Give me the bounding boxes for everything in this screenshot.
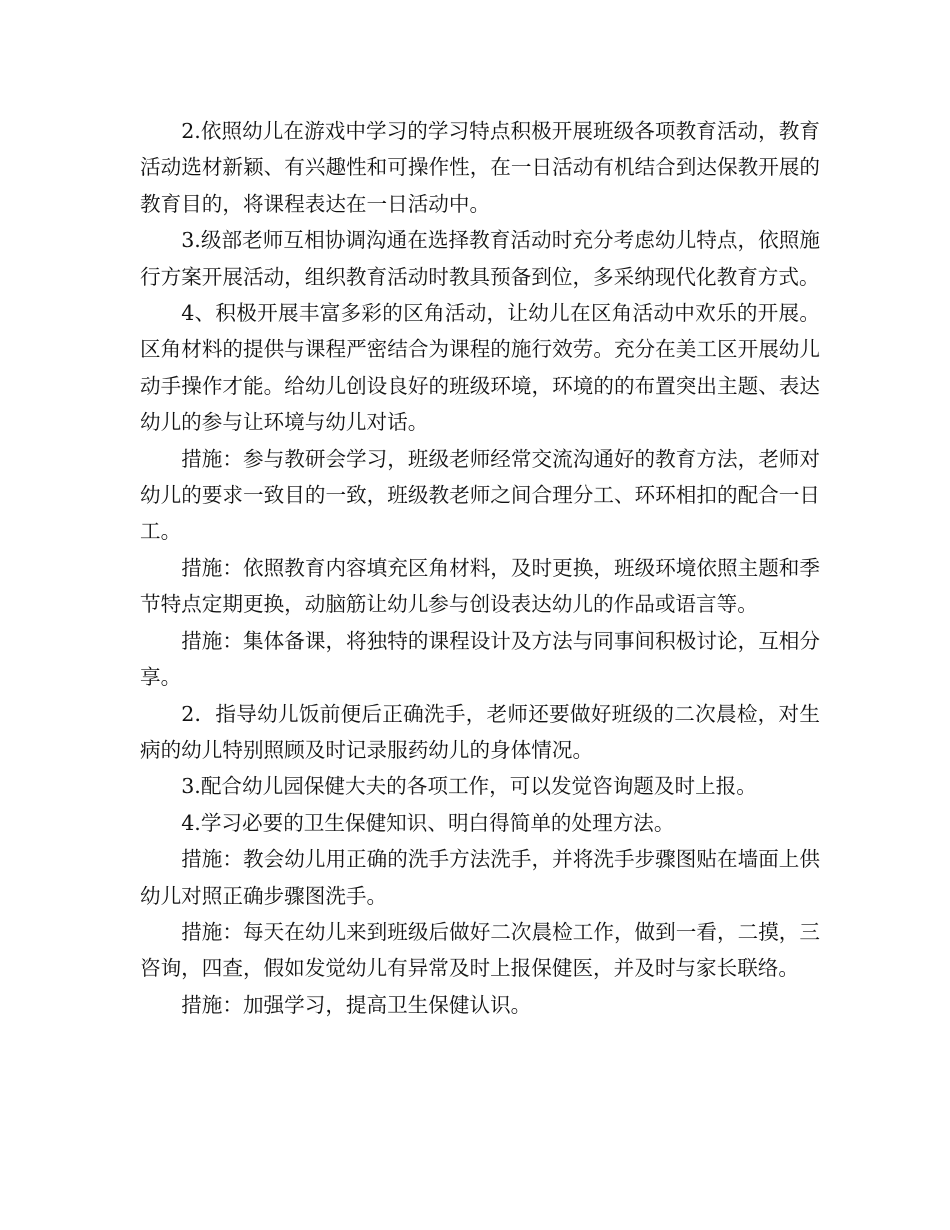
paragraph-measure-teaching-research: 措施：参与教研会学习，班级老师经常交流沟通好的教育方法，老师对幼儿的要求一致目的一致，班级教老师之间合理分工、环环相扣的配合一日工。 — [140, 446, 820, 544]
paragraph-measure-study: 措施：加强学习，提高卫生保健认识。 — [181, 992, 532, 1017]
paragraph-activity-planning: 2.依照幼儿在游戏中学习的学习特点积极开展班级各项教育活动，教育活动选材新颖、有兴趣性和可操作性，在一日活动有机结合到达保教开展的教育目的，将课程表达在一日活动中。 — [140, 119, 820, 216]
paragraph-health-knowledge: 4.学习必要的卫生保健知识、明白得简单的处理方法。 — [181, 810, 675, 835]
paragraph-teacher-coordination: 3.级部老师互相协调沟通在选择教育活动时充分考虑幼儿特点，依照施行方案开展活动，组织教育活动时教具预备到位，多采纳现代化教育方式。 — [140, 228, 820, 289]
document-body — [140, 113, 820, 1023]
paragraph-measure-handwashing: 措施：教会幼儿用正确的洗手方法洗手，并将洗手步骤图贴在墙面上供幼儿对照正确步骤图洗手。 — [140, 847, 820, 908]
paragraph-corner-activities: 4、积极开展丰富多彩的区角活动，让幼儿在区角活动中欢乐的开展。区角材料的提供与课程严密结合为课程的施行效劳。充分在美工区开展幼儿动手操作才能。给幼儿创设良好的班级环境，环境的的布置突出主题、表达幼儿的参与让环境与幼儿对话。 — [140, 301, 820, 435]
paragraph-measure-corner-materials: 措施：依照教育内容填充区角材料，及时更换，班级环境依照主题和季节特点定期更换，动脑筋让幼儿参与创设表达幼儿的作品或语言等。 — [140, 555, 820, 617]
paragraph-measure-morning-check: 措施：每天在幼儿来到班级后做好二次晨检工作，做到一看，二摸，三咨询，四查，假如发觉幼儿有异常及时上报保健医，并及时与家长联络。 — [140, 919, 820, 981]
paragraph-health-cooperation: 3.配合幼儿园保健大夫的各项工作，可以发觉咨询题及时上报。 — [181, 774, 757, 799]
paragraph-measure-lesson-prep: 措施：集体备课，将独特的课程设计及方法与同事间积极讨论，互相分享。 — [140, 628, 820, 690]
paragraph-handwashing-guidance: 2．指导幼儿饭前便后正确洗手，老师还要做好班级的二次晨检，对生病的幼儿特别照顾及时记录服药幼儿的身体情况。 — [140, 701, 820, 762]
